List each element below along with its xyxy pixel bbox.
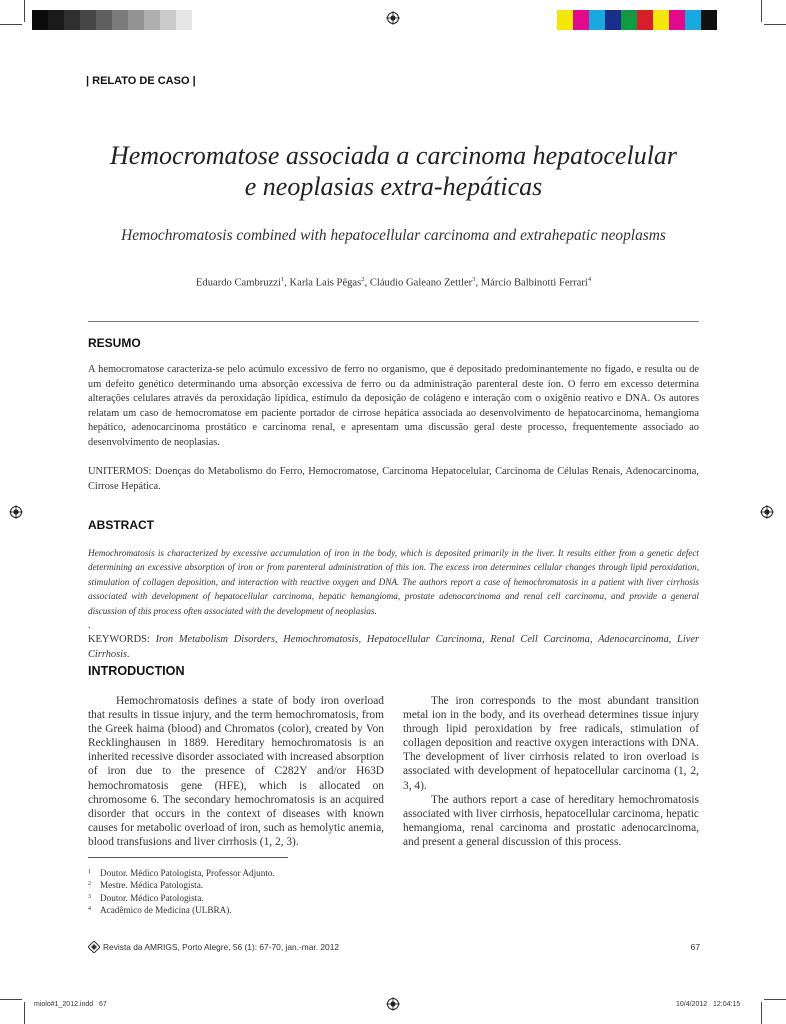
author-affiliation-mark: 3: [472, 276, 476, 283]
footnote: [88, 879, 275, 891]
gray-swatch: [64, 10, 80, 30]
author-affiliation-mark: 1: [280, 276, 285, 283]
keywords-text: Iron Metabolism Disorders, Hemochromatosis, Hepatocellular Carcinoma, Renal Cell Carcinoma, Adenocarcinoma, Liver Cirrhosis.: [88, 634, 699, 660]
footnotes: [88, 867, 275, 916]
registration-mark-icon: [386, 11, 400, 25]
introduction-heading: INTRODUCTION: [88, 664, 185, 678]
gray-swatch: [80, 10, 96, 30]
footnote: [88, 867, 275, 879]
intro-left-column: [88, 694, 384, 849]
author-separator: ,: [284, 277, 290, 289]
print-timestamp: 10/4/2012 12:04:15: [676, 1001, 741, 1008]
crop-mark: [761, 1002, 762, 1024]
abstract-dot: .: [88, 620, 91, 631]
crop-mark: [24, 0, 25, 22]
divider: [88, 321, 699, 322]
abstract-heading: ABSTRACT: [88, 518, 154, 532]
keywords-label: KEYWORDS:: [88, 634, 150, 645]
author-list: [88, 276, 699, 289]
gray-swatch: [48, 10, 64, 30]
cmyk-swatch: [589, 10, 605, 30]
abstract-text: Hemochromatosis is characterized by excessive accumulation of iron in the body, which is deposited primarily in the liver. It results either from a genetic defect determining an excessive absorption of iron or from parenteral administration of this ion. The excess iron determines cellular changes through lipid peroxidation, stimulation of collagen deposition, and interaction with reactive oxygen and DNA. The authors report a case of hemochromatosis in a patient with liver cirrhosis associated with development of hepatocellular carcinoma, hepatic hemangioma, prostate adenocarcinoma and renal cell carcinoma, and provide a general discussion of this process often associated with the development of neoplasias.: [88, 548, 699, 616]
author-name: Cláudio Galeano Zettler: [369, 277, 473, 289]
footnote-text: Acadêmico de Medicina (ULBRA).: [100, 904, 232, 915]
footnote-number: 4: [88, 905, 91, 912]
cmyk-swatch: [557, 10, 573, 30]
registration-mark-icon: [760, 505, 774, 519]
article-title: [88, 140, 699, 202]
author-separator: ,: [475, 277, 481, 289]
keywords: [88, 633, 699, 662]
cmyk-swatch: [653, 10, 669, 30]
registration-mark-icon: [386, 997, 400, 1011]
crop-mark: [24, 1002, 25, 1024]
intro-paragraph: The authors report a case of hereditary hemochromatosis associated with liver cirrhosis, hepatocellular carcinoma, hepatic hemangioma, renal carcinoma and prostatic adenocarcinoma, and present a general discussion of this process.: [403, 793, 699, 848]
crop-mark: [761, 0, 762, 22]
title-line-2: e neoplasias extra-hepáticas: [244, 172, 543, 201]
gray-swatch: [160, 10, 176, 30]
footnote-number: 1: [88, 869, 91, 875]
page-number: 67: [690, 942, 700, 952]
author-name: Márcio Balbinotti Ferrari: [480, 277, 588, 289]
cmyk-swatch: [621, 10, 637, 30]
footnote-number: 2: [88, 881, 91, 888]
intro-paragraph: Hemochromatosis defines a state of body iron overload that results in tissue injury, and the term hemochromatosis, from the Greek haima (blood) and Chromatos (color), created by Von Recklinghausen in 1889. Hereditary hemochromatosis is an inherited recessive disorder associated with increased absorption of iron due to the presence of C282Y and/or H63D hemochromatosis gene (HFE), which is allocated on chromosome 6. The secondary hemochromatosis is an acquired disorder that occurs in the context of diseases with known causes for metabolic overload of iron, such as hemolytic anemia, blood transfusions and liver cirrhosis (1, 2, 3).: [88, 695, 384, 848]
journal-citation: Revista da AMRIGS, Porto Alegre, 56 (1): 67-70, jan.-mar. 2012: [103, 942, 340, 952]
english-title: Hemochromatosis combined with hepatocellular carcinoma and extrahepatic neoplasms: [121, 227, 666, 244]
author-name: Eduardo Cambruzzi: [195, 277, 281, 289]
unitermos-text: Doenças do Metabolismo do Ferro, Hemocromatose, Carcinoma Hepatocelular, Carcinoma de Células Renais, Adenocarcinoma, Cirrose Hepática.: [88, 466, 699, 492]
journal-logo-icon: [88, 941, 100, 953]
intro-paragraph: The iron corresponds to the most abundant transition metal ion in the body, and its overhead determines tissue injury through lipid peroxidation by free radicals, stimulation of collagen deposition and reactive oxygen interactions with DNA. The development of liver cirrhosis related to iron overload is associated with development of hepatocellular carcinoma (1, 2, 3, 4).: [403, 695, 699, 792]
resumo-heading: RESUMO: [88, 336, 141, 350]
cmyk-swatch: [669, 10, 685, 30]
footnote-number: 3: [88, 893, 91, 900]
gray-swatch: [32, 10, 48, 30]
cmyk-swatch: [605, 10, 621, 30]
author-affiliation-mark: 4: [587, 276, 592, 283]
registration-mark-icon: [9, 505, 23, 519]
gray-swatch: [176, 10, 192, 30]
footnote-text: Mestre. Médica Patologista.: [100, 880, 204, 891]
footnote-divider: [88, 857, 288, 858]
gray-swatch: [144, 10, 160, 30]
gray-swatch: [96, 10, 112, 30]
author-affiliation-mark: 2: [361, 276, 365, 283]
section-tag: | RELATO DE CASO |: [86, 75, 196, 87]
crop-mark: [0, 999, 22, 1000]
gray-swatch: [128, 10, 144, 30]
footnote: [88, 892, 275, 904]
unitermos: [88, 465, 699, 494]
cmyk-swatch: [573, 10, 589, 30]
cmyk-swatch: [685, 10, 701, 30]
gray-swatch: [112, 10, 128, 30]
footnote: [88, 904, 275, 916]
footnote-text: Doutor. Médico Patologista, Professor Adjunto.: [100, 868, 275, 878]
title-line-1: Hemocromatose associada a carcinoma hepatocelular: [109, 141, 678, 170]
crop-mark: [764, 24, 786, 25]
crop-mark: [0, 24, 22, 25]
author-separator: ,: [364, 277, 370, 289]
cmyk-swatch: [637, 10, 653, 30]
footnote-text: Doutor. Médico Patologista.: [100, 892, 204, 903]
file-slug: miolo#1_2012.indd 67: [34, 1001, 107, 1008]
cmyk-swatch: [701, 10, 717, 30]
crop-mark: [764, 999, 786, 1000]
author-name: Karla Lais Pêgas: [289, 277, 362, 289]
resumo-text: A hemocromatose caracteriza-se pelo acúmulo excessivo de ferro no organismo, que é depositado predominantemente no fígado, e resulta ou de um defeito genético determinando uma absorção excessiva de ferro ou da administração parenteral deste íon. O ferro em excesso determina alterações celulares através da peroxidação lipídica, estímulo da deposição de colágeno e interação com o oxigênio reativo e DNA. Os autores relatam um caso de hemocromatose em paciente portador de cirrose hepática associada ao desenvolvimento de hepatocarcinoma, hemangioma hepático, adenocarcinoma prostático e carcinoma renal, e apresentam uma discussão geral deste processo, frequentemente associado ao desenvolvimento de neoplasias.: [88, 364, 699, 448]
unitermos-label: UNITERMOS:: [88, 466, 152, 477]
intro-right-column: [403, 694, 699, 849]
